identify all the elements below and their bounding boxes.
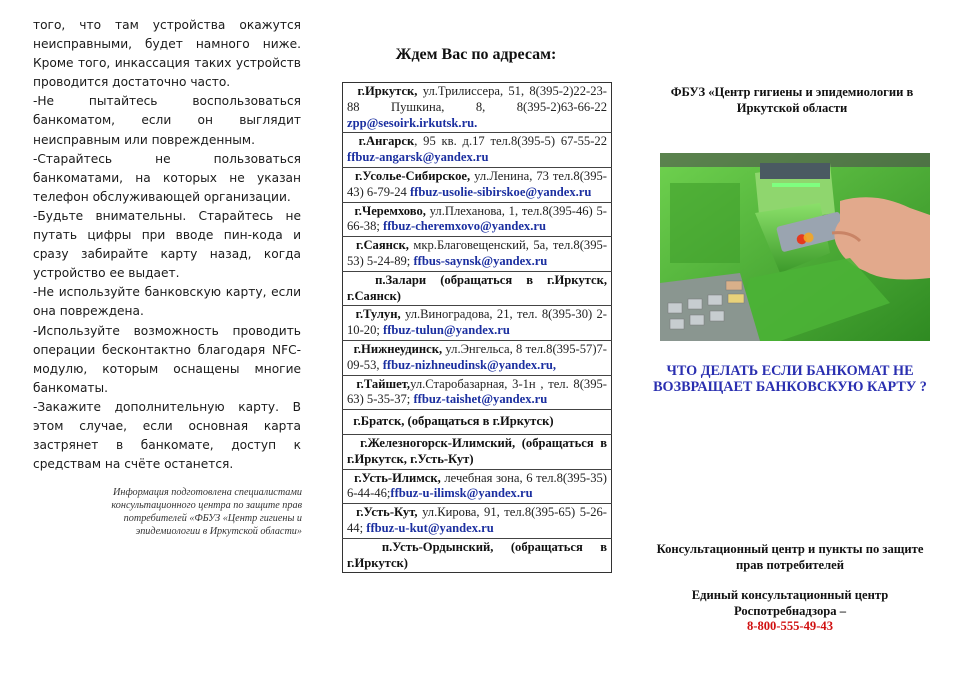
addresses-title: Ждем Вас по адресам:: [395, 46, 557, 63]
address-row: [343, 504, 612, 539]
email-link[interactable]: ffbuz-taishet@yandex.ru: [413, 392, 548, 407]
address-details: ул.Плеханова, 1, тел.8(395-46) 5-66-38;: [347, 203, 607, 234]
address-row: [343, 340, 612, 375]
address-row: [343, 469, 612, 504]
address-row: [343, 306, 612, 341]
city-name: г.Тайшет,: [356, 376, 411, 391]
city-name: п.Залари (обращаться в г.Иркутск, г.Саянск): [347, 272, 607, 303]
headline: ЧТО ДЕЛАТЬ ЕСЛИ БАНКОМАТ НЕ ВОЗВРАЩАЕТ БАНКОВСКУЮ КАРТУ ?: [653, 363, 927, 395]
address-cell: [343, 237, 612, 272]
address-details: ул.Энгельса, 8 тел.8(395-57)7-09-53,: [347, 341, 607, 372]
address-cell: [343, 410, 612, 435]
address-details: ул.Старобазарная, 3-1н , тел. 8(395-63) 5-35-37;: [347, 376, 607, 407]
tips-column: [33, 16, 301, 474]
city-name: г.Черемхово,: [354, 203, 426, 218]
address-row: [343, 202, 612, 237]
city-name: г.Тулун,: [355, 307, 401, 322]
address-details: ул.Ленина, 73 тел.8(395-43) 6-79-24: [347, 168, 608, 199]
email-link[interactable]: ffbuz-angarsk@yandex.ru: [347, 150, 489, 165]
city-name: г.Усть-Кут,: [356, 505, 418, 520]
address-row: [343, 434, 612, 469]
city-name: г.Усолье-Сибирское,: [354, 168, 471, 183]
city-name: г.Нижнеудинск,: [353, 341, 443, 356]
address-cell: [343, 504, 612, 539]
city-name: г.Железногорск-Илимский, (обращаться в г.Иркутск, г.Усть-Кут): [347, 435, 607, 466]
address-cell: [343, 133, 612, 168]
address-cell: [343, 202, 612, 237]
email-link[interactable]: ffbuz-u-ilimsk@yandex.ru: [390, 486, 533, 501]
address-row: [343, 83, 612, 133]
email-link[interactable]: ffbuz-u-kut@yandex.ru: [366, 520, 494, 535]
atm-card-photo: [660, 153, 930, 341]
organization-title: ФБУЗ «Центр гигиены и эпидемиологии в Иркутской области: [670, 85, 914, 115]
address-cell: [343, 538, 612, 573]
address-details: ул.Трилиссера, 51, 8(395-2)22-23-88 Пушкина, 8, 8(395-2)63-66-22: [347, 84, 607, 114]
unified-center-line: Единый консультационный центр Роспотребнадзора –: [691, 588, 889, 618]
city-name: г.Усть-Илимск,: [354, 470, 441, 485]
address-details: ул.Кирова, 91, тел.8(395-65) 5-26-44;: [347, 505, 607, 535]
tip-paragraph: -Будьте внимательны. Старайтесь не путать цифры при вводе пин-кода и сразу забирайте карту назад, когда устройство ее выдает.: [33, 208, 301, 281]
address-cell: [343, 375, 612, 410]
tip-paragraph: -Не пытайтесь воспользоваться банкоматом, если он выглядит неисправным или поврежденным.: [33, 94, 301, 147]
address-cell: [343, 340, 612, 375]
city-name: г.Иркутск,: [357, 84, 418, 98]
address-cell: [343, 469, 612, 504]
address-row: [343, 271, 612, 306]
email-link[interactable]: ffbuz-usolie-sibirskoe@yandex.ru: [409, 184, 592, 199]
address-cell: [343, 167, 612, 202]
address-cell: [343, 83, 612, 133]
email-link[interactable]: ffbuz-nizhneudinsk@yandex.ru,: [382, 357, 557, 372]
email-link[interactable]: ffbuz-tulun@yandex.ru: [383, 323, 510, 338]
hotline-phone[interactable]: 8-800-555-49-43: [746, 619, 834, 634]
address-details: , 95 кв. д.17 тел.8(395-5) 67-55-22: [414, 134, 608, 149]
tip-paragraph: того, что там устройства окажутся неисправными, будет намного ниже. Кроме того, инкассация таких устройств проводится достаточно часто.: [33, 18, 301, 90]
address-cell: [343, 434, 612, 469]
email-link[interactable]: ffbus-saynsk@yandex.ru: [413, 253, 548, 268]
tip-paragraph: -Используйте возможность проводить операции бесконтактно благодаря NFC-модулю, которым оснащены многие банкоматы.: [33, 323, 301, 395]
credit-note: Информация подготовлена специалистами консультационного центра по защите прав потребителей «ФБУЗ «Центр гигиены и эпидемиологии в Иркутской области»: [111, 487, 302, 537]
address-row: [343, 167, 612, 202]
address-cell: [343, 306, 612, 341]
address-details: ул.Виноградова, 21, тел. 8(395-30) 2-10-20;: [347, 307, 607, 338]
city-name: г.Братск, (обращаться в г.Иркутск): [353, 414, 554, 429]
consult-block: [645, 542, 935, 635]
city-name: г.Ангарск: [358, 134, 415, 149]
address-row: [343, 538, 612, 573]
tip-paragraph: -Не используйте банковскую карту, если она повреждена.: [33, 285, 301, 319]
city-name: п.Усть-Ордынский, (обращаться в г.Иркутск): [347, 539, 608, 570]
address-row: [343, 410, 612, 435]
address-details: мкр.Благовещенский, 5а, тел.8(395-53) 5-24-89;: [347, 238, 608, 268]
atm-illustration-icon: [660, 153, 930, 341]
address-row: [343, 133, 612, 168]
address-row: [343, 237, 612, 272]
address-cell: [343, 271, 612, 306]
tip-paragraph: -Закажите дополнительную карту. В этом случае, если основная карта застрянет в банкомате, доступ к средствам на счёте останется.: [33, 399, 301, 472]
tip-paragraph: -Старайтесь не пользоваться банкоматами, на которых не указан телефон обслуживающей организации.: [33, 151, 301, 204]
consult-center-line: Консультационный центр и пункты по защите прав потребителей: [656, 542, 924, 572]
address-details: лечебная зона, 6 тел.8(395-35) 6-44-46;: [347, 470, 607, 501]
email-link[interactable]: ffbuz-cheremxovo@yandex.ru: [383, 219, 546, 234]
city-name: г.Саянск,: [356, 238, 409, 253]
addresses-table: [342, 82, 612, 573]
email-link[interactable]: zpp@sesoirk.irkutsk.ru.: [347, 115, 478, 130]
address-row: [343, 375, 612, 410]
